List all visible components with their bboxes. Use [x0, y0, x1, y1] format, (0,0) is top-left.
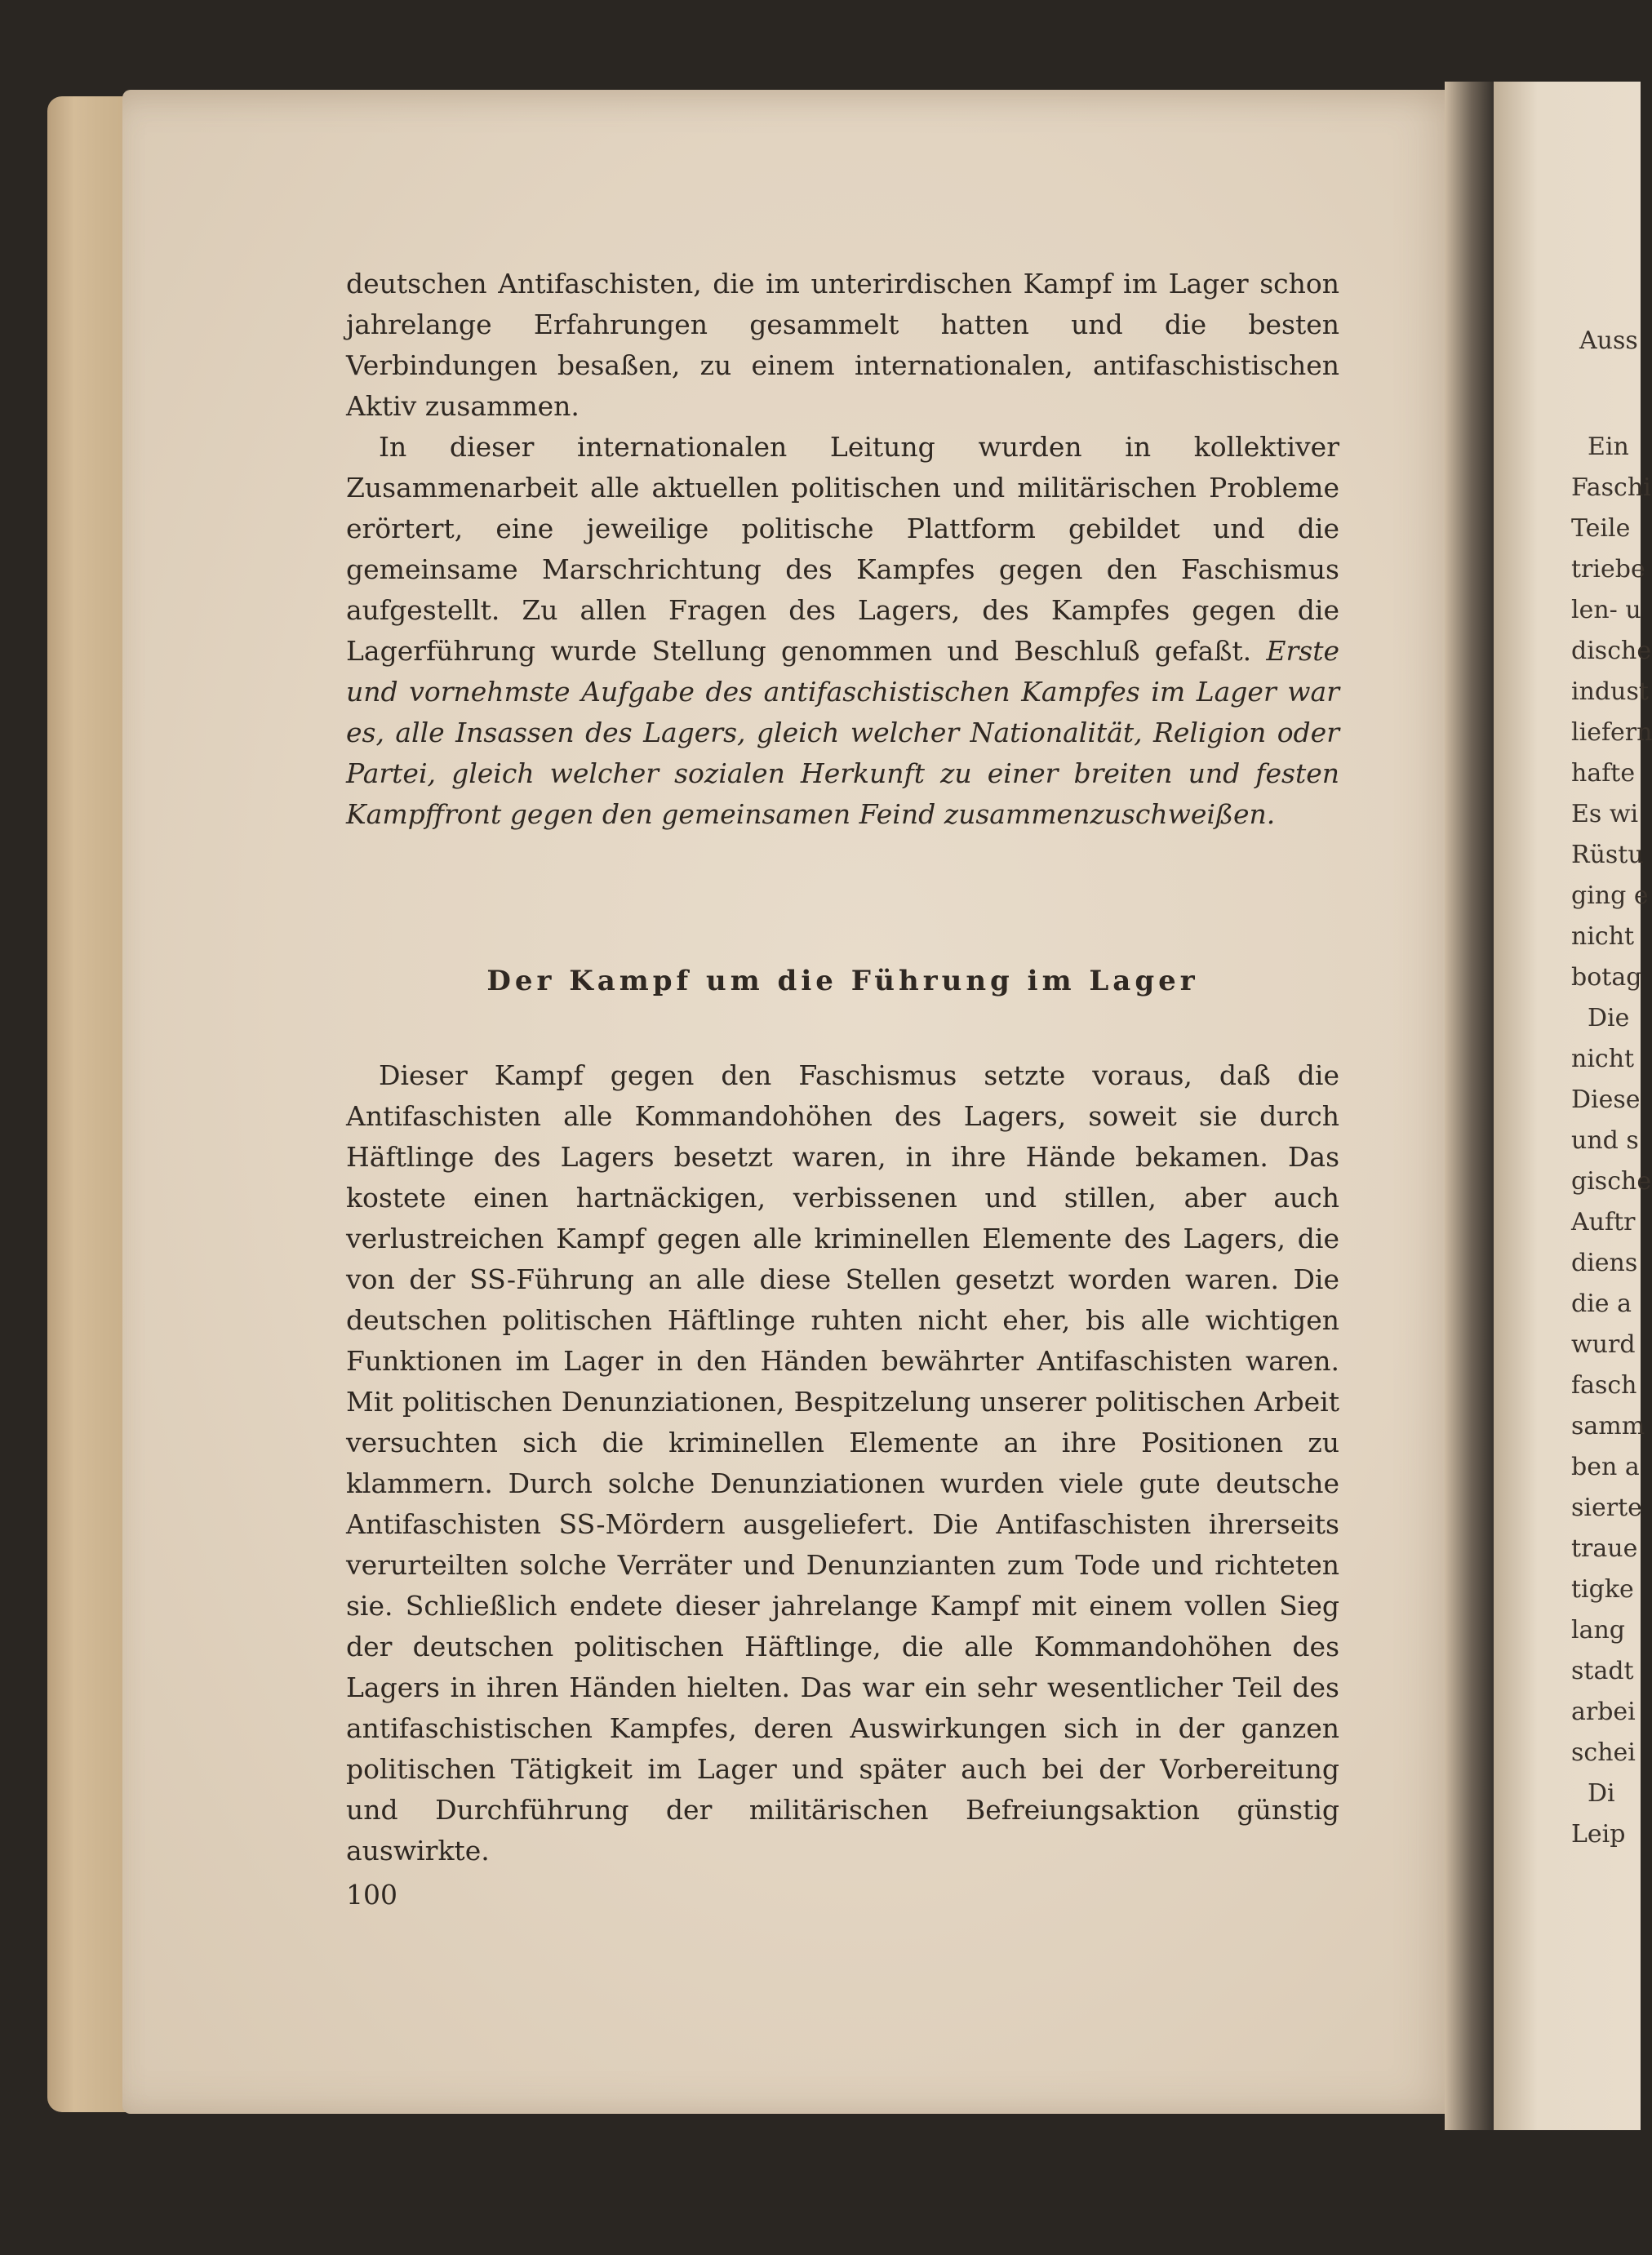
facing-fragment: botag: [1571, 963, 1642, 992]
facing-fragment: und s: [1571, 1126, 1639, 1155]
facing-fragment: gische: [1571, 1167, 1652, 1196]
paragraph-continuation: deutschen Antifaschisten, die im unterirdischen Kampf im Lager schon jahrelange Erfahrungen gesammelt hatten und die besten Verbindungen besaßen, zu einem internationalen, antifaschistischen Aktiv zusammen.: [346, 268, 1339, 422]
paragraph-struggle: Dieser Kampf gegen den Faschismus setzte voraus, daß die Antifaschisten alle Kommandohöhen des Lagers, soweit sie durch Häftlinge des Lagers besetzt waren, in ihre Hände bekamen. Das kostete einen hartnäckigen, verbissenen und stillen, aber auch verlustreichen Kampf gegen alle kriminellen Elemente des Lagers, die von der SS-Führung an alle diese Stellen gesetzt worden waren. Die deutschen politischen Häftlinge ruhten nicht eher, bis alle wichtigen Funktionen im Lager in den Händen bewährter Antifaschisten waren. Mit politischen Denunziationen, Bespitzelung unserer politischen Arbeit versuchten sich die kriminellen Elemente an ihre Positionen zu klammern. Durch solche Denunziationen wurden viele gute deutsche Antifaschisten SS-Mördern ausgeliefert. Die Antifaschisten ihrerseits verurteilten solche Verräter und Denunzianten zum Tode und richteten sie. Schließlich endete dieser jahrelange Kampf mit einem vollen Sieg der deutschen politischen Häftlinge, die alle Kommandohöhen des Lagers in ihren Händen hielten. Das war ein sehr wesentlicher Teil des antifaschistischen Kampfes, deren Auswirkungen sich in der ganzen politischen Tätigkeit im Lager und später auch bei der Vorbereitung und Durchführung der militärischen Befreiungsaktion günstig auswirkte.: [346, 1059, 1339, 1867]
facing-fragment: ging e: [1571, 881, 1649, 910]
facing-fragment: schei: [1571, 1738, 1636, 1767]
page-number: 100: [346, 1879, 397, 1911]
facing-fragment: diens: [1571, 1249, 1638, 1277]
facing-fragment: Auss: [1579, 326, 1638, 355]
facing-fragment: wurd: [1571, 1330, 1636, 1359]
facing-fragment: Diese: [1571, 1085, 1641, 1114]
facing-fragment: indust: [1571, 677, 1649, 706]
facing-fragment: Auftr: [1571, 1208, 1636, 1236]
book-gutter: [1445, 82, 1498, 2130]
section-heading: Der Kampf um die Führung im Lager: [486, 965, 1199, 997]
facing-fragment: tigke: [1571, 1575, 1634, 1604]
body-text-bottom: [346, 1055, 1339, 1871]
facing-fragment: fasch: [1571, 1371, 1637, 1400]
facing-fragment: Es wi: [1571, 800, 1639, 828]
facing-fragment: nicht: [1571, 922, 1635, 951]
facing-fragment: samm: [1571, 1412, 1645, 1440]
facing-fragment: arbei: [1571, 1698, 1636, 1726]
facing-fragment: die a: [1571, 1290, 1632, 1318]
facing-fragment: Rüstu: [1571, 841, 1644, 869]
facing-fragment: ben a: [1571, 1453, 1640, 1481]
facing-fragment: Teile: [1571, 514, 1631, 543]
facing-fragment: traue: [1571, 1534, 1638, 1563]
facing-fragment: hafte: [1571, 759, 1636, 788]
paragraph-leadership: [346, 427, 1339, 835]
facing-page: [1494, 82, 1652, 2130]
facing-fragment: Die: [1588, 1004, 1630, 1032]
facing-fragment: dische: [1571, 637, 1652, 665]
facing-fragment: Ein: [1588, 433, 1629, 461]
facing-fragment: nicht: [1571, 1045, 1635, 1073]
facing-fragment: len- u: [1571, 596, 1641, 624]
facing-fragment: Di: [1588, 1779, 1615, 1808]
paragraph-leadership-text: In dieser internationalen Leitung wurden in kollektiver Zusammenarbeit alle aktuellen politischen und militärischen Probleme erörtert, eine jeweilige politische Plattform gebildet und die gemeinsame Marschrichtung des Kampfes gegen den Faschismus aufgestellt. Zu allen Fragen des Lagers, des Kampfes gegen die Lagerführung wurde Stellung genommen und Beschluß gefaßt.: [346, 431, 1339, 667]
facing-fragment: lang: [1571, 1616, 1626, 1645]
facing-fragment: Leip: [1571, 1820, 1626, 1849]
emphasized-statement: Erste und vornehmste Aufgabe des antifaschistischen Kampfes im Lager war es, alle Insassen des Lagers, gleich welcher Nationalität, Religion oder Partei, gleich welcher sozialen Herkunft zu einer breiten und festen Kampffront gegen den gemeinsamen Feind zusammenzuschweißen.: [346, 635, 1339, 830]
facing-fragment: sierte: [1571, 1494, 1642, 1522]
facing-fragment: triebe: [1571, 555, 1645, 584]
facing-fragment: liefern: [1571, 718, 1652, 747]
facing-fragment: Faschi: [1571, 473, 1651, 502]
body-text-top: [346, 264, 1339, 835]
facing-fragment: stadt: [1571, 1657, 1634, 1685]
